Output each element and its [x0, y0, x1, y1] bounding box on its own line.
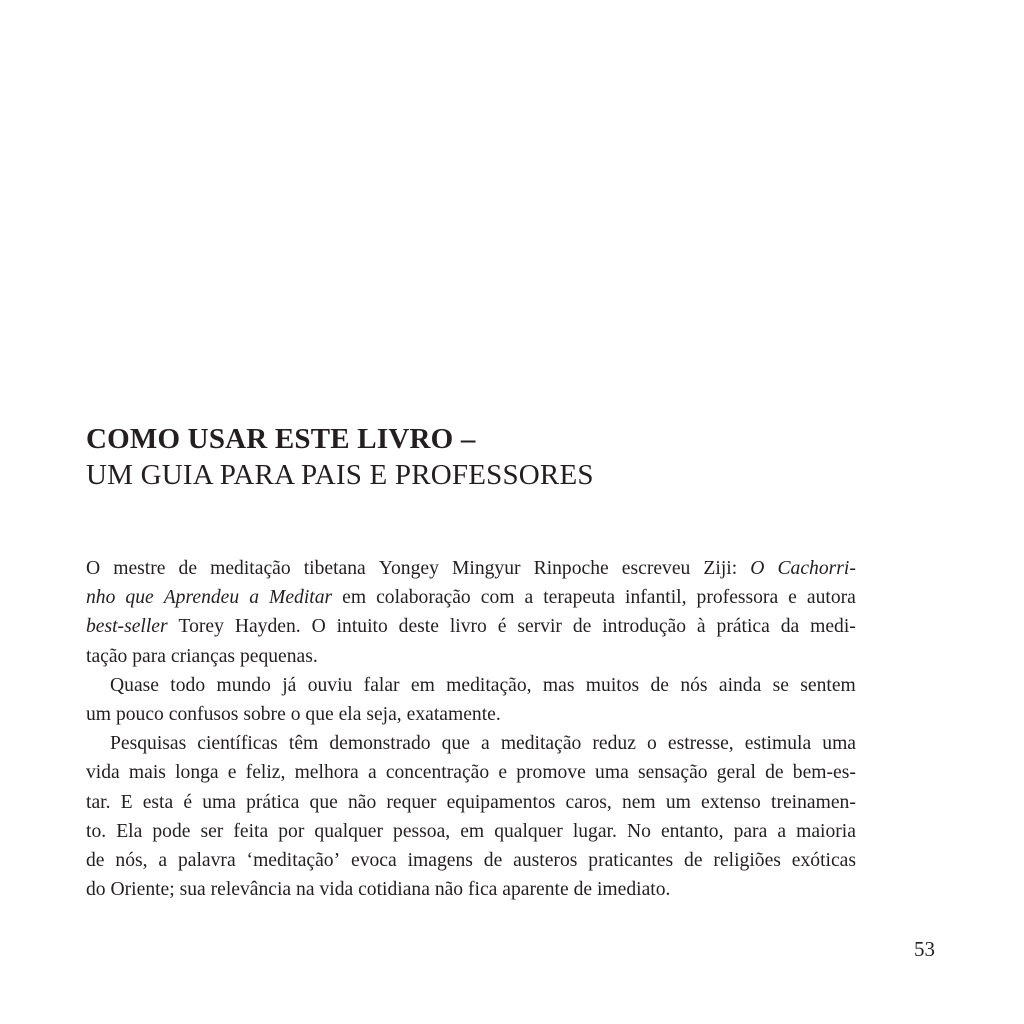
text-line: to. Ela pode ser feita por qualquer pessoa, em qualquer lugar. No entanto, para a maioria [86, 820, 856, 842]
chapter-title: COMO USAR ESTE LIVRO – [86, 423, 476, 455]
paragraph [86, 729, 856, 904]
text-line: O mestre de meditação tibetana Yongey Mingyur Rinpoche escreveu Ziji: O Cachorri- [86, 558, 856, 579]
paragraph [86, 671, 856, 729]
page-number: 53 [914, 937, 935, 961]
text-line: best-seller Torey Hayden. O intuito deste livro é servir de introdução à prática da medi- [86, 616, 856, 638]
text-line: tação para crianças pequenas. [86, 645, 318, 667]
chapter-heading [86, 421, 886, 493]
body-text [86, 554, 856, 904]
chapter-subtitle: UM GUIA PARA PAIS E PROFESSORES [86, 459, 594, 491]
text-line: vida mais longa e feliz, melhora a concentração e promove uma sensação geral de bem-es- [86, 762, 856, 784]
text-line: tar. E esta é uma prática que não requer equipamentos caros, nem um extenso treinamen- [86, 791, 856, 813]
text-line: nho que Aprendeu a Meditar em colaboração com a terapeuta infantil, professora e autora [86, 587, 856, 609]
text-line: de nós, a palavra ‘meditação’ evoca imagens de austeros praticantes de religiões exóticas [86, 850, 856, 872]
text-line: Quase todo mundo já ouviu falar em meditação, mas muitos de nós ainda se sentem [110, 674, 856, 696]
paragraph [86, 554, 856, 671]
text-line: um pouco confusos sobre o que ela seja, exatamente. [86, 704, 501, 726]
text-line: Pesquisas científicas têm demonstrado que a meditação reduz o estresse, estimula uma [110, 733, 856, 755]
text-line: do Oriente; sua relevância na vida cotidiana não fica aparente de imediato. [86, 879, 671, 901]
